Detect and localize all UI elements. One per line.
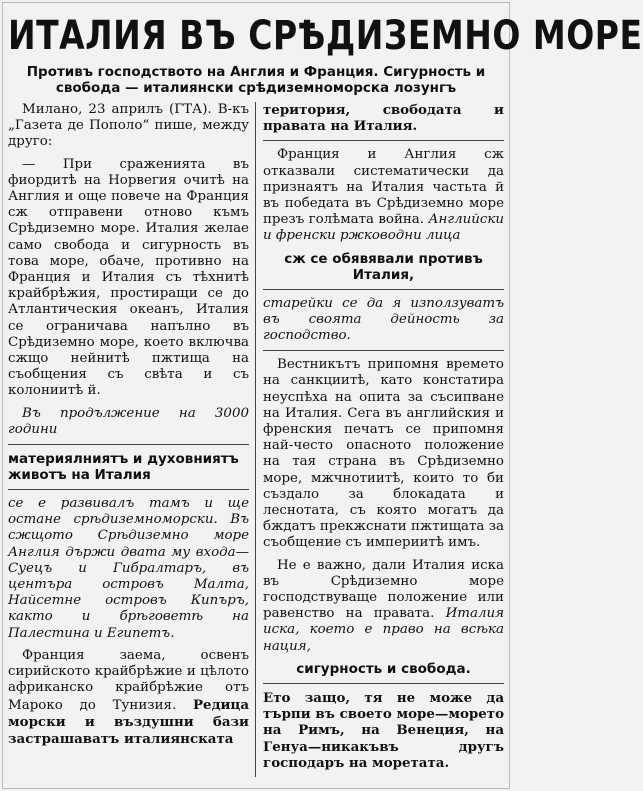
right-paragraph-5-italic: Италия иска, което е право на всѣка нация, [263,606,504,654]
dateline-paragraph: Милано, 23 априлъ (ГТА). В-къ „Газета де Пополо“ пише, между друго: [8,102,249,150]
column-rule [263,683,504,684]
left-paragraph-5-bold: Редица морски и въздушни бази застрашаватъ италиянската [8,696,249,747]
column-rule [263,289,504,290]
right-paragraph-2-text: Франция и Англия сж отказвали систематически да признаятъ на Италия частьта й въ победата въ Срѣдиземно море презъ голѣмата война. [263,147,504,228]
right-paragraph-6: Ето защо, тя не може да търпи въ своето море—морето на Римъ, на Венеция, на Генуа—никакъвъ другъ господаръ на моретата. [263,689,504,771]
right-column [255,102,504,777]
right-paragraph-4: Вестникътъ припомня времето на санкциитѣ, като констатира неуспѣха на опита за съсипване на Италия. Сега въ английския и френския печатъ се припомня най-често опасното положение на тая страна въ Срѣдиземно море, мжчнотиитѣ, които то би създало за блокадата и леснотата, съ която могатъ да бждатъ прекжснати пжтищата за съобщение съ империитѣ имъ. [263,357,504,551]
column-rule [8,489,249,490]
left-paragraph-3: Въ продължение на 3000 години [8,405,249,437]
left-paragraph-4: се е развивалъ тамъ и ще остане срѣдиземноморски. Въ сжщото Срѣдиземно море Англия държи двата му входа—Суецъ и Гибралтаръ, въ центъра островъ Малта, Найсетне островъ Кипъръ, както и брѣговетѣ на Палестина и Египетъ. [8,496,249,641]
subheadline: Противъ господството на Англия и Франция. Сигурность и свобода — италиянски срѣдиземноморска лозунгъ [26,64,486,96]
left-paragraph-2: — При сраженията въ фиордитѣ на Норвегия очитѣ на Англия и още повече на Франция сж отправени отново къмъ Срѣдиземно море. Италия желае само свобода и сигурность въ това море, обаче, противно на Франция и Италия съ тѣхнитѣ крайбрѣжия, простиращи се до Атлантическия океанъ, Италия се ограничава напълно въ Срѣдиземно море, което включва сжщо нейнитѣ пжтища на съобщения съ свѣта и съ колониитѣ й. [8,156,249,399]
right-paragraph-3: старейки се да я използуватъ въ своята дейность за господство. [263,295,504,344]
column-rule [8,444,249,445]
column-rule [263,350,504,351]
subhead-material-life: материялниятъ и духовниятъ животъ на Италия [8,451,239,484]
headline: ИТАЛИЯ ВЪ СРѢДИЗЕМНО МОРЕ [8,11,643,59]
subhead-security-freedom: сигурность и свобода. [296,660,471,677]
left-column [8,102,255,777]
left-paragraph-5-text: Франция заема, освенъ сирийското крайбрѣжие и цѣлото африканско крайбрѣжие отъ Мароко до Тунизия. [8,647,249,713]
right-paragraph-5 [263,558,504,655]
right-paragraph-2 [263,147,504,244]
article-columns [8,102,504,777]
right-paragraph-2-italic: Английски и френски ржководни лица [263,212,504,244]
right-paragraph-1: територия, свободата и правата на Италия. [263,102,504,135]
subhead-declared-against: сж се обявявали противъ Италия, [284,250,483,283]
column-rule [263,140,504,141]
right-paragraph-5-text: Не е важно, дали Италия иска въ Срѣдиземно море господствуваще положение или равенство на правата. [263,557,504,622]
left-paragraph-5 [8,648,249,748]
